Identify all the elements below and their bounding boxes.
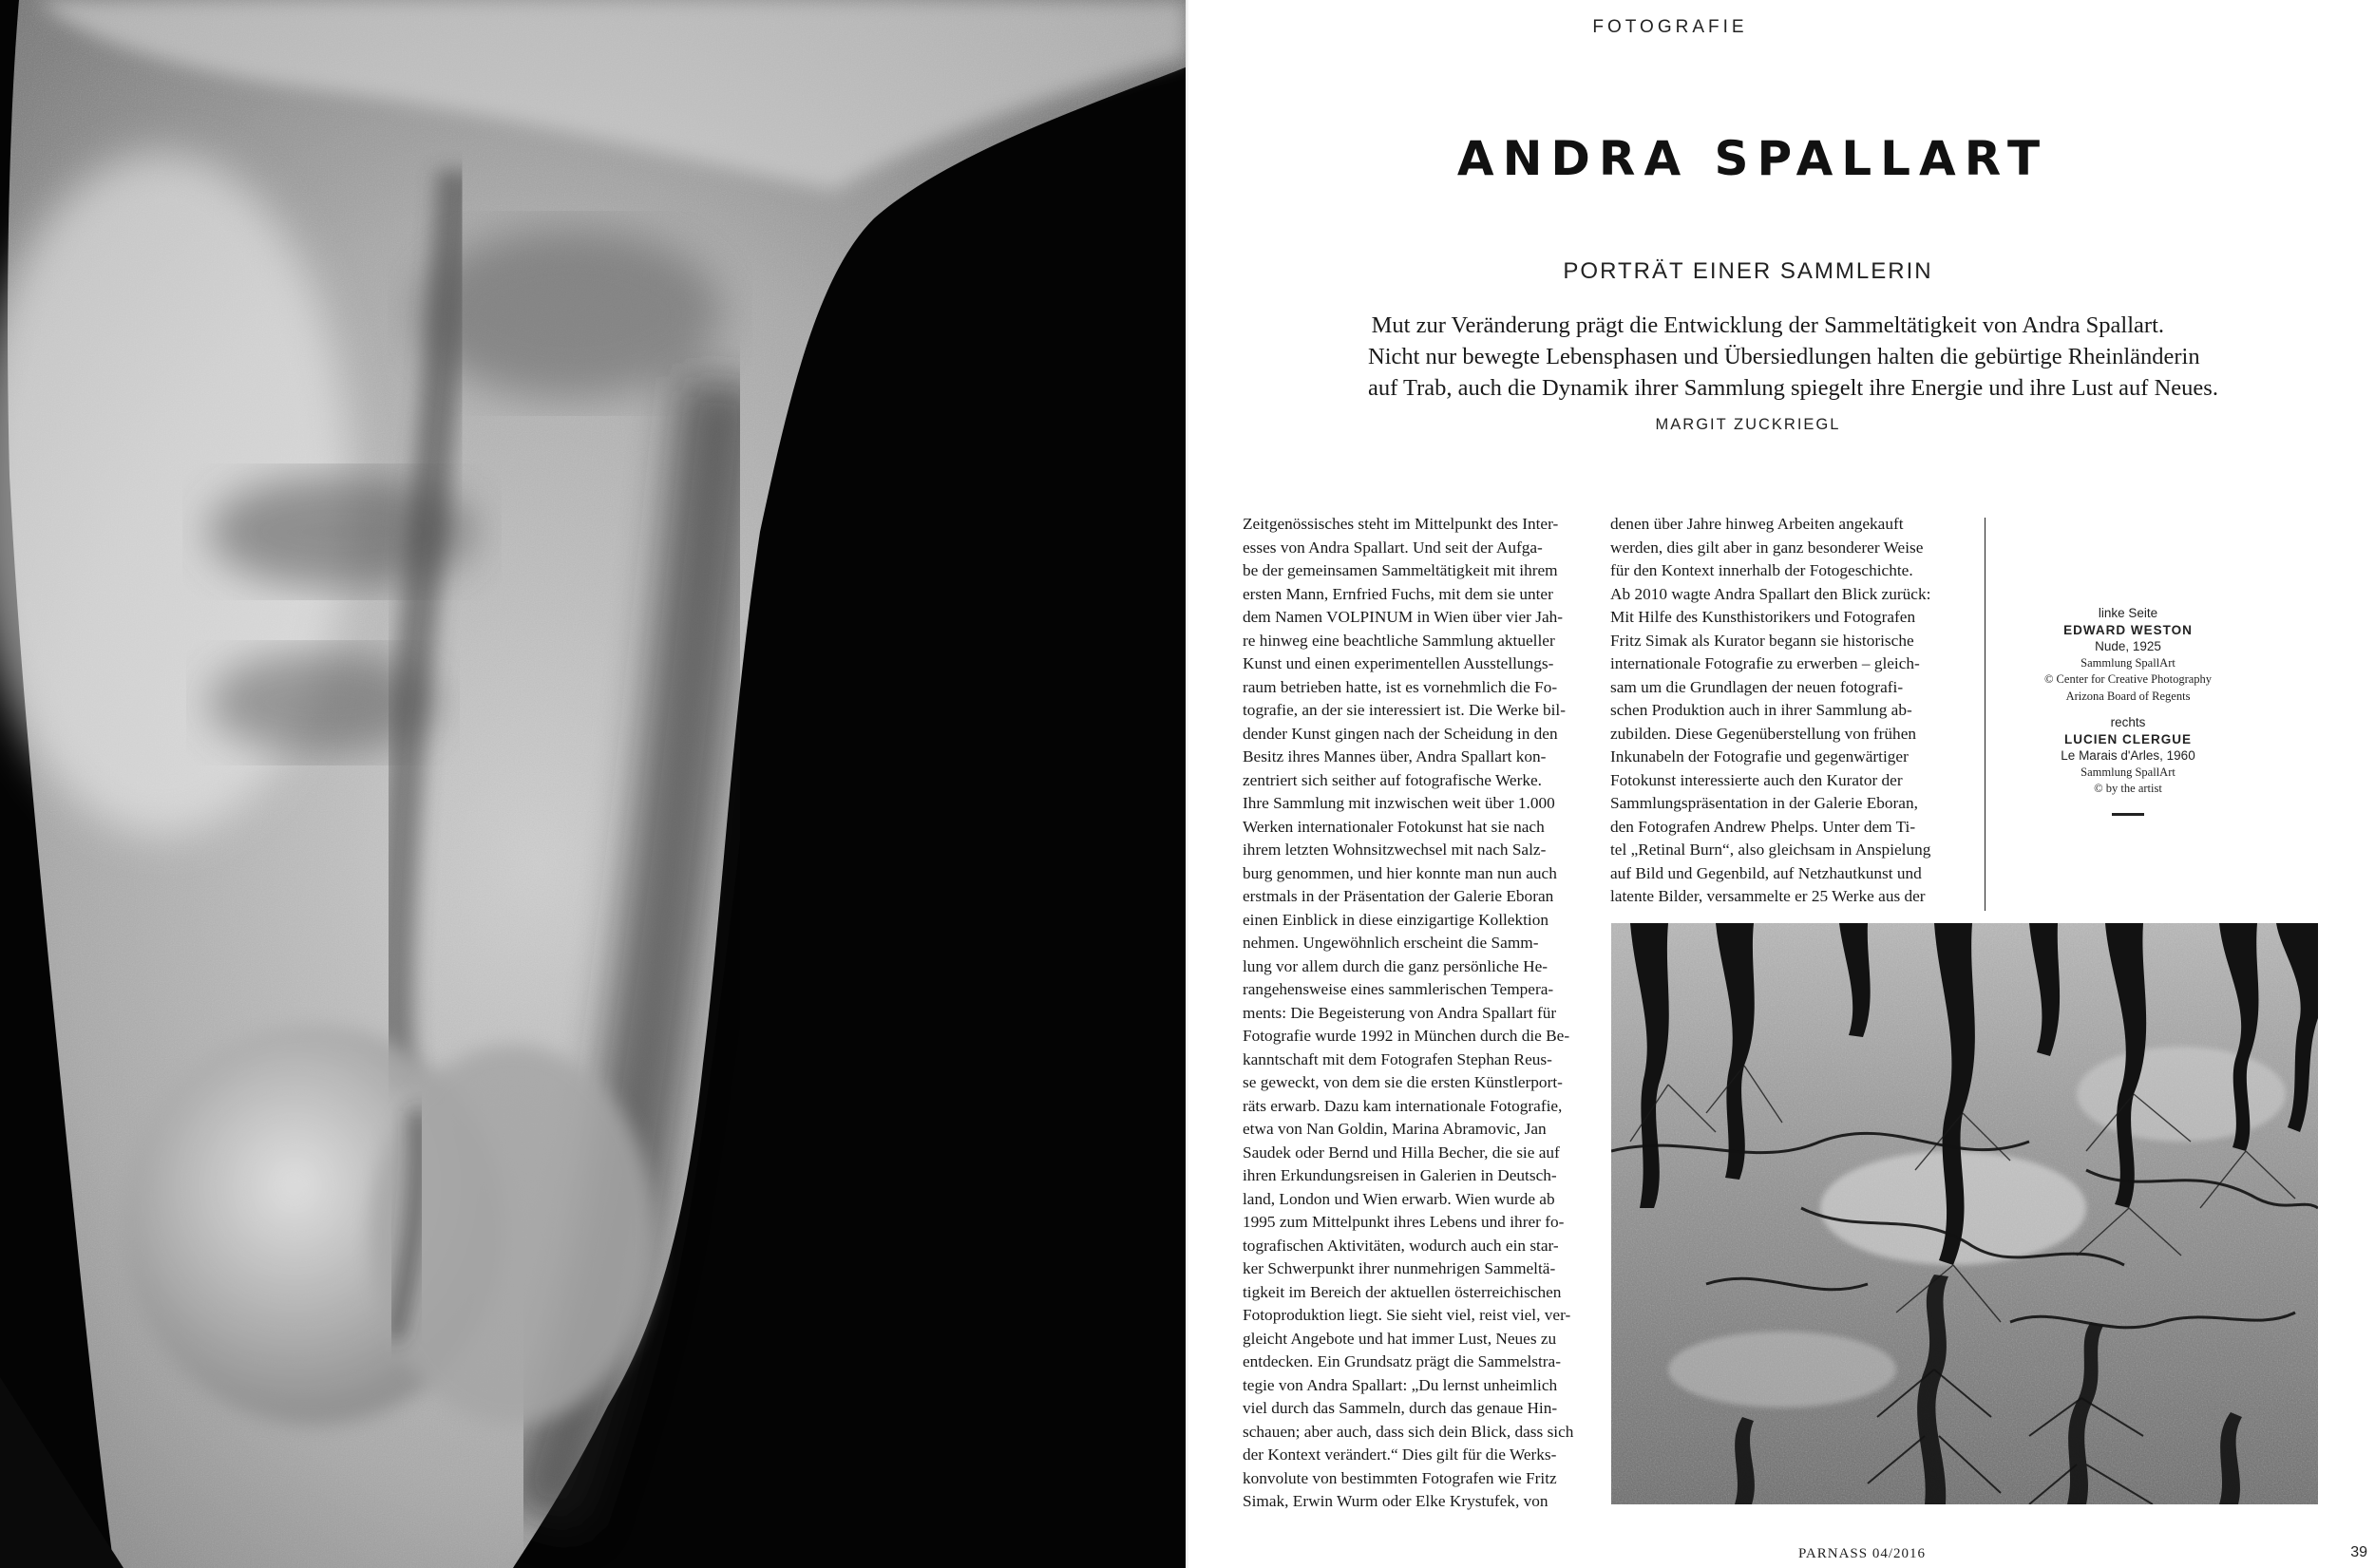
- body-text-line: Fritz Simak als Kurator begann sie historische: [1610, 631, 1914, 650]
- body-text-line: se geweckt, von dem sie die ersten Künstlerport-: [1243, 1073, 1563, 1091]
- body-text-line: land, London und Wien erwarb. Wien wurde ab: [1243, 1189, 1555, 1208]
- author-byline: MARGIT ZUCKRIEGL: [1655, 416, 1841, 433]
- article-subtitle: PORTRÄT EINER SAMMLERIN: [1563, 258, 1933, 284]
- body-text-line: Besitz ihres Mannes über, Andra Spallart kon-: [1243, 747, 1547, 765]
- intro-line: Mut zur Veränderung prägt die Entwicklung der Sammeltätigkeit von Andra Spallart.: [1371, 312, 2164, 338]
- body-text-line: dem Namen VOLPINUM in Wien über vier Jah-: [1243, 608, 1564, 626]
- section-label: FOTOGRAFIE: [1592, 17, 1748, 37]
- body-text-line: sam um die Grundlagen der neuen fotografi-: [1610, 677, 1904, 696]
- body-text-line: esses von Andra Spallart. Und seit der Aufga-: [1243, 538, 1543, 557]
- caption-left-credit: Arizona Board of Regents: [2065, 689, 2191, 703]
- body-text-line: tografie, an der sie interessiert ist. Die Werke bil-: [1243, 701, 1566, 719]
- body-text-line: raum betrieben hatte, ist es vornehmlich die Fo-: [1243, 677, 1558, 696]
- body-text-line: räts erwarb. Dazu kam internationale Fotografie,: [1243, 1096, 1563, 1115]
- body-text-line: für den Kontext innerhalb der Fotogeschichte.: [1610, 561, 1913, 579]
- caption-end-rule: [2112, 813, 2144, 816]
- body-text-line: ker Schwerpunkt ihrer nunmehrigen Sammeltä-: [1243, 1259, 1556, 1277]
- caption-left-collection: Sammlung SpallArt: [2080, 655, 2176, 670]
- body-text-line: kanntschaft mit dem Fotografen Stephan Reus-: [1243, 1049, 1552, 1068]
- intro-line: auf Trab, auch die Dynamik ihrer Sammlung spiegelt ihre Energie und ihre Lust auf Neues.: [1368, 375, 2218, 401]
- body-text-line: ihren Erkundungsreisen in Galerien in Deutsch-: [1243, 1166, 1557, 1184]
- body-column-2: [1610, 513, 1966, 909]
- body-text-line: werden, dies gilt aber in ganz besonderer Weise: [1610, 538, 1924, 557]
- body-text-line: der Kontext verändert.“ Dies gilt für die Werks-: [1243, 1445, 1557, 1464]
- body-text-line: Inkunabeln der Fotografie und gegenwärtiger: [1610, 747, 1909, 765]
- caption-left-title: Nude, 1925: [2095, 639, 2161, 653]
- body-text-line: ihrem letzten Wohnsitzwechsel mit nach Salz-: [1243, 841, 1547, 859]
- body-text-line: Fotografie wurde 1992 in München durch die Be-: [1243, 1027, 1570, 1045]
- body-text-line: Saudek oder Bernd und Hilla Becher, die sie auf: [1243, 1143, 1560, 1162]
- body-text-line: erstmals in der Präsentation der Galerie Eboran: [1243, 887, 1554, 905]
- magazine-footer: PARNASS 04/2016: [1797, 1546, 1927, 1561]
- body-text-line: einen Einblick in diese einzigartige Kollektion: [1243, 910, 1549, 929]
- article-title: ANDRA SPALLART: [1456, 131, 2049, 186]
- body-text-line: tigkeit im Bereich der aktuellen österreichischen: [1243, 1282, 1562, 1301]
- caption-right-artist: LUCIEN CLERGUE: [2063, 731, 2192, 746]
- caption-right-label: rechts: [2110, 715, 2146, 729]
- body-text-line: lung vor allem durch die ganz persönliche He-: [1243, 956, 1548, 975]
- body-text-line: tegie von Andra Spallart: „Du lernst unheimlich: [1243, 1375, 1558, 1394]
- body-text-line: tel „Retinal Burn“, also gleichsam in Anspielung: [1610, 841, 1931, 859]
- body-text-line: ersten Mann, Ernfried Fuchs, mit dem sie unter: [1243, 584, 1553, 603]
- body-text-line: re hinweg eine beachtliche Sammlung aktueller: [1243, 631, 1555, 650]
- body-text-line: Zeitgenössisches steht im Mittelpunkt des Inter-: [1243, 515, 1559, 533]
- body-text-line: entdecken. Ein Grundsatz prägt die Sammelstra-: [1243, 1352, 1561, 1370]
- body-text-line: Sammlungspräsentation in der Galerie Eboran,: [1610, 794, 1918, 812]
- body-text-line: Ab 2010 wagte Andra Spallart den Blick zurück:: [1610, 584, 1931, 603]
- marsh-photograph-image: [1611, 923, 2318, 1504]
- body-text-line: konvolute von bestimmten Fotografen wie Fritz: [1243, 1468, 1557, 1487]
- body-text-line: Ihre Sammlung mit inzwischen weit über 1.000: [1243, 794, 1555, 812]
- body-text-line: be der gemeinsamen Sammeltätigkeit mit ihrem: [1243, 561, 1558, 579]
- body-text-line: schauen; aber auch, dass sich dein Blick, dass sich: [1243, 1422, 1574, 1441]
- page-number: 39: [2350, 1544, 2367, 1560]
- caption-right-collection: Sammlung SpallArt: [2080, 765, 2176, 779]
- caption-left-artist: EDWARD WESTON: [2063, 622, 2193, 637]
- marsh-photograph: [1611, 923, 2318, 1504]
- body-text-line: latente Bilder, versammelte er 25 Werke aus der: [1610, 887, 1926, 905]
- caption-divider: [1985, 518, 1986, 911]
- caption-right-title: Le Marais d'Arles, 1960: [2061, 748, 2195, 763]
- body-text-line: Mit Hilfe des Kunsthistorikers und Fotografen: [1610, 608, 1916, 626]
- intro-line: Nicht nur bewegte Lebensphasen und Übersiedlungen halten die gebürtige Rheinländerin: [1368, 344, 2200, 369]
- body-text-line: rangehensweise eines sammlerischen Tempera-: [1243, 980, 1554, 998]
- caption-right-credit: © by the artist: [2094, 782, 2162, 795]
- body-text-line: Simak, Erwin Wurm oder Elke Krystufek, von: [1243, 1492, 1548, 1510]
- body-text-line: auf Bild und Gegenbild, auf Netzhautkunst und: [1610, 863, 1922, 882]
- body-text-line: internationale Fotografie zu erwerben – gleich-: [1610, 654, 1920, 672]
- body-text-line: 1995 zum Mittelpunkt ihres Lebens und ihrer fo-: [1243, 1213, 1565, 1231]
- body-text-line: Fotokunst interessierte auch den Kurator der: [1610, 770, 1903, 789]
- body-text-line: dender Kunst gingen nach der Scheidung in den: [1243, 724, 1558, 743]
- body-text-line: schen Produktion auch in ihrer Sammlung ab-: [1610, 701, 1912, 719]
- body-text-line: Fotoproduktion liegt. Sie sieht viel, reist viel, ver-: [1243, 1306, 1571, 1324]
- image-caption: [2014, 605, 2242, 816]
- body-text-line: zubilden. Diese Gegenüberstellung von frühen: [1610, 724, 1917, 743]
- body-text-line: den Fotografen Andrew Phelps. Unter dem Ti-: [1610, 817, 1916, 836]
- body-text-line: zentriert sich seither auf fotografische Werke.: [1243, 770, 1542, 789]
- intro-paragraph: [1368, 310, 2218, 404]
- body-text-line: etwa von Nan Goldin, Marina Abramovic, Jan: [1243, 1120, 1547, 1138]
- caption-left-credit: © Center for Creative Photography: [2043, 672, 2213, 686]
- body-text-line: Werken internationaler Fotokunst hat sie nach: [1243, 817, 1545, 836]
- caption-left-label: linke Seite: [2098, 606, 2158, 620]
- body-column-1: [1243, 513, 1594, 1514]
- body-text-line: viel durch das Sammeln, durch das genaue Hin-: [1243, 1399, 1558, 1417]
- body-text-line: Kunst und einen experimentellen Ausstellungs-: [1243, 654, 1554, 672]
- body-text-line: nehmen. Ungewöhnlich erscheint die Samm-: [1243, 934, 1539, 952]
- body-text-line: denen über Jahre hinweg Arbeiten angekauft: [1610, 515, 1904, 533]
- body-text-line: ments: Die Begeisterung von Andra Spallart für: [1243, 1003, 1557, 1022]
- body-text-line: burg genommen, und hier konnte man nun auch: [1243, 863, 1557, 882]
- body-text-line: tografischen Aktivitäten, wodurch auch ein star-: [1243, 1236, 1559, 1255]
- body-text-line: gleicht Angebote und hat immer Lust, Neues zu: [1243, 1329, 1557, 1348]
